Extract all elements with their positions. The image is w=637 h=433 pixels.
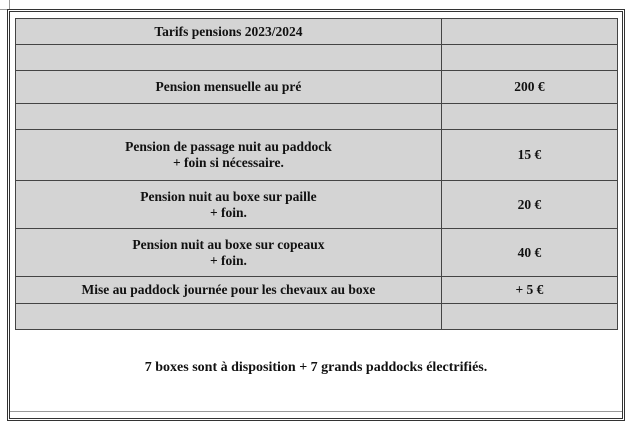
row-price: 40 € (441, 229, 617, 277)
row-price (441, 304, 617, 330)
row-price: 200 € (441, 71, 617, 104)
row-label (16, 277, 442, 304)
table-row (16, 304, 618, 330)
row-label (16, 130, 442, 181)
table-row (16, 130, 618, 181)
row-label (16, 45, 442, 71)
label-line: + foin si nécessaire. (172, 155, 284, 170)
label-line: Tarifs pensions 2023/2024 (154, 23, 303, 39)
label-line: Pension mensuelle au pré (155, 79, 302, 94)
table-row (16, 104, 618, 130)
row-price: 20 € (441, 181, 617, 229)
label-line: Pension nuit au boxe sur paille (140, 188, 317, 204)
label-line: Pension nuit au boxe sur copeaux (132, 236, 325, 252)
row-label (16, 104, 442, 130)
row-price (441, 104, 617, 130)
table-row (16, 229, 618, 277)
row-price (441, 19, 617, 45)
row-label (16, 181, 442, 229)
label-line: Mise au paddock journée pour les chevaux au boxe (81, 282, 376, 297)
table-row (16, 71, 618, 104)
row-price: + 5 € (441, 277, 617, 304)
row-price (441, 45, 617, 71)
row-price: 15 € (441, 130, 617, 181)
row-label (16, 229, 442, 277)
tarifs-table (15, 18, 618, 330)
document-frame (7, 9, 625, 421)
label-line: + foin. (209, 252, 247, 268)
divider (10, 411, 622, 412)
row-label (16, 19, 442, 45)
label-line: Pension de passage nuit au paddock (125, 139, 332, 154)
table-row (16, 19, 618, 45)
row-label (16, 304, 442, 330)
table-row (16, 277, 618, 304)
table-row (16, 45, 618, 71)
availability-note: 7 boxes sont à disposition + 7 grands paddocks électrifiés. (144, 360, 488, 375)
label-line: + foin. (209, 204, 247, 220)
table-row (16, 181, 618, 229)
row-label (16, 71, 442, 104)
